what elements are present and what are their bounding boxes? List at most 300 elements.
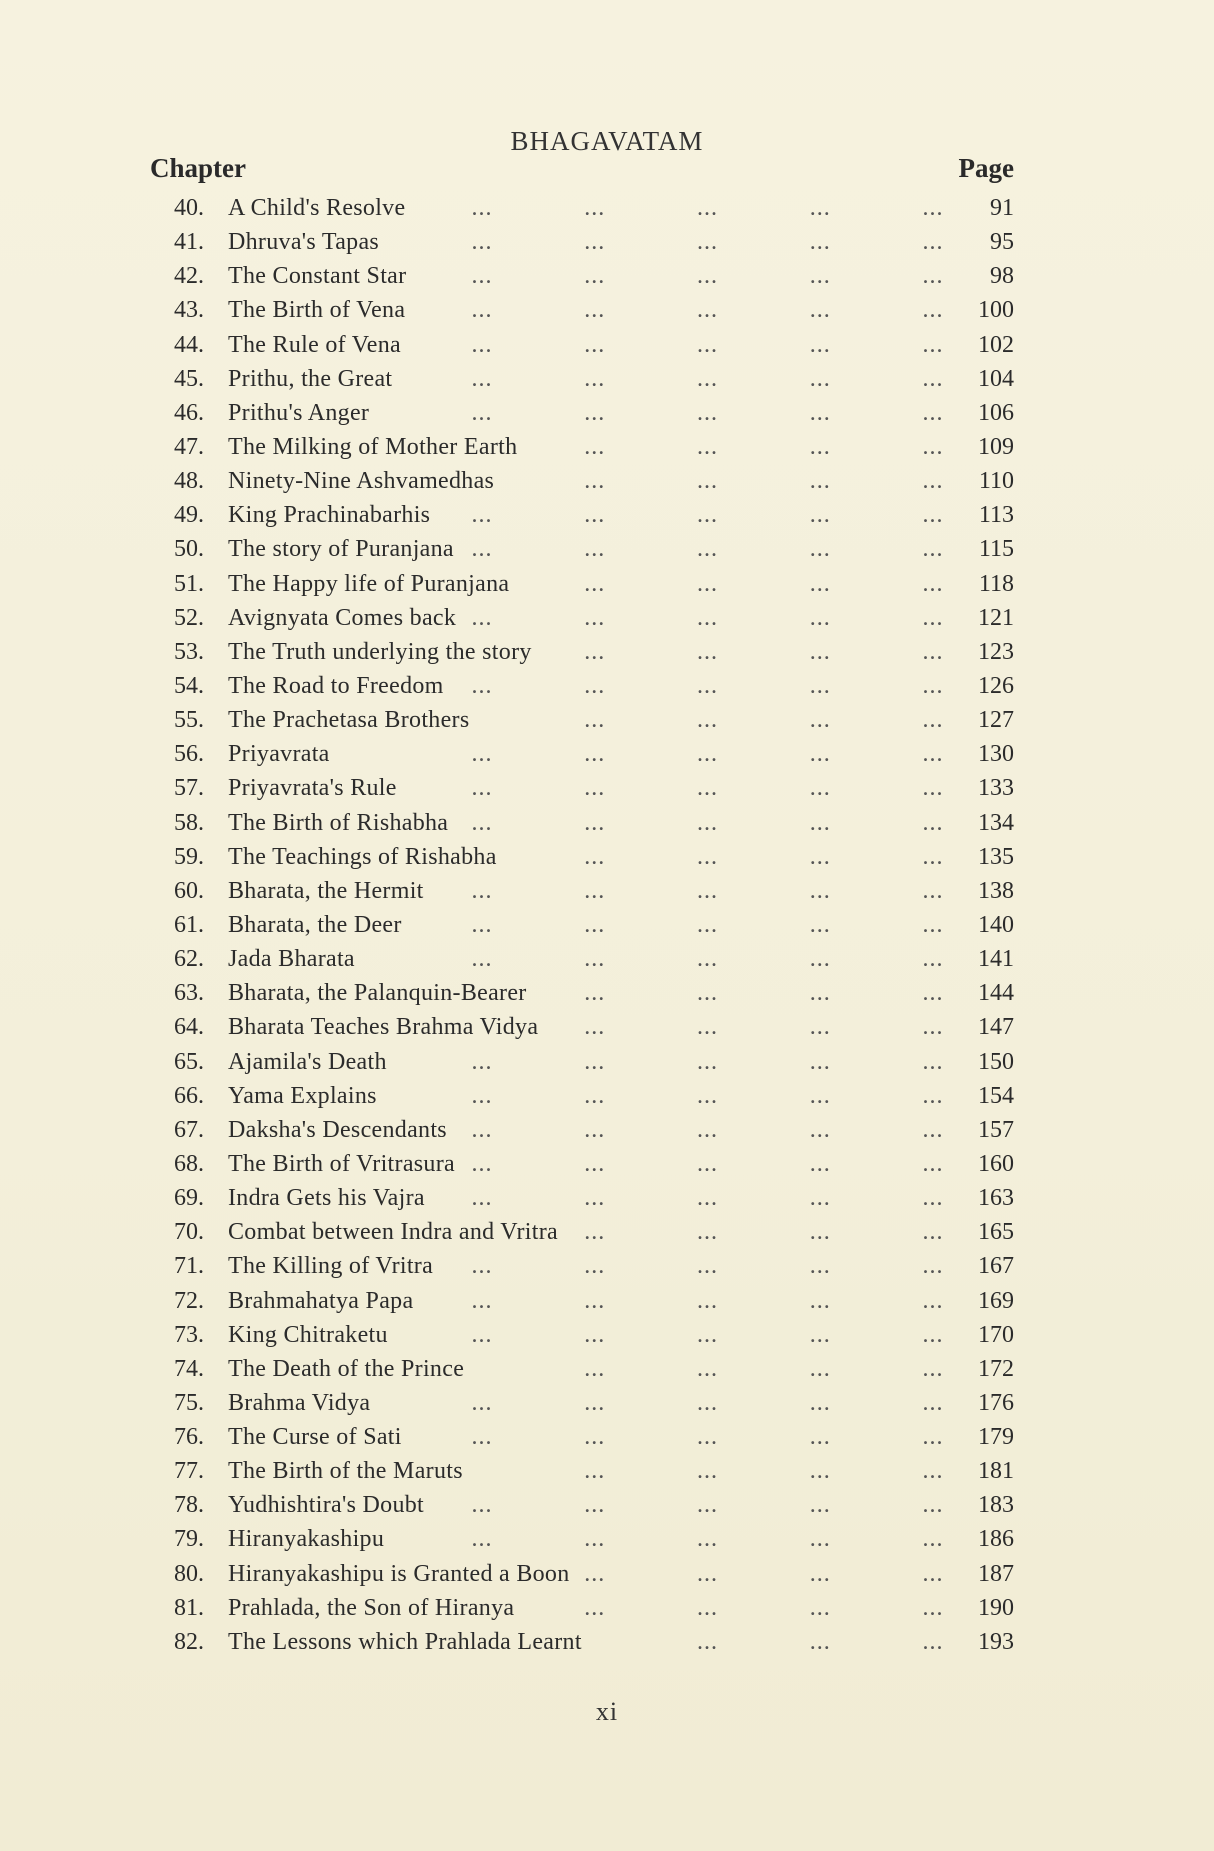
leader-dots: ... (697, 1560, 718, 1587)
leader-dots: ... (697, 1014, 718, 1041)
leader-dots: ... (922, 1321, 944, 1348)
leader-dots: ... (471, 1150, 493, 1177)
dot-leader (470, 1318, 945, 1352)
leader-dots: ... (584, 1150, 606, 1177)
leader-dots: ... (922, 1389, 944, 1416)
leader-dots: ... (922, 1594, 944, 1621)
dot-leader (470, 942, 945, 976)
leader-dots: ... (697, 1492, 718, 1519)
chapter-title: The Truth underlying the story (228, 638, 532, 665)
dot-leader (470, 567, 945, 601)
chapter-number: 65. (174, 1048, 204, 1075)
leader-dots: ... (697, 502, 718, 529)
leader-dots: ... (697, 1594, 718, 1621)
page-ref: 154 (978, 1082, 1014, 1109)
leader-dots: ... (922, 536, 944, 563)
leader-dots: ... (922, 297, 944, 324)
leader-dots: ... (809, 1150, 831, 1177)
chapter-number: 68. (174, 1150, 204, 1177)
leader-dots: ... (584, 1424, 606, 1451)
chapter-title: Indra Gets his Vajra (228, 1185, 425, 1212)
leader-dots: ... (697, 1424, 718, 1451)
page-ref: 104 (978, 365, 1014, 392)
leader-dots: ... (809, 1424, 831, 1451)
toc-entry (0, 532, 1214, 566)
leader-dots: ... (809, 1287, 831, 1314)
page-ref: 176 (978, 1389, 1014, 1416)
leader-dots: ... (584, 1492, 606, 1519)
leader-dots: ... (809, 536, 831, 563)
leader-dots: ... (584, 433, 606, 460)
leader-dots: ... (809, 604, 831, 631)
leader-dots: ... (584, 672, 606, 699)
leader-dots: ... (584, 365, 606, 392)
leader-dots: ... (697, 1355, 718, 1382)
chapter-title: Daksha's Descendants (228, 1116, 447, 1143)
chapter-number: 77. (174, 1458, 204, 1485)
dot-leader (470, 1352, 945, 1386)
page-ref: 110 (978, 468, 1014, 495)
leader-dots: ... (809, 672, 831, 699)
toc-entry (0, 1488, 1214, 1522)
leader-dots: ... (922, 1116, 944, 1143)
page-ref: 190 (978, 1594, 1014, 1621)
leader-dots: ... (697, 195, 718, 221)
leader-dots: ... (584, 1116, 606, 1143)
page-ref: 163 (978, 1185, 1014, 1212)
leader-dots: ... (471, 399, 493, 426)
chapter-title: Bharata, the Hermit (228, 877, 424, 904)
page-ref: 150 (978, 1048, 1014, 1075)
leader-dots: ... (471, 1253, 493, 1280)
toc-entry (0, 1420, 1214, 1454)
leader-dots: ... (584, 1082, 606, 1109)
chapter-number: 47. (174, 433, 204, 460)
dot-leader (470, 737, 945, 771)
leader-dots: ... (809, 911, 831, 938)
chapter-title: Yudhishtira's Doubt (228, 1492, 425, 1519)
chapter-title: The Birth of the Maruts (228, 1458, 463, 1485)
dot-leader (470, 703, 945, 737)
dot-leader (470, 191, 945, 225)
page-ref: 113 (978, 502, 1014, 529)
toc-entry (0, 771, 1214, 805)
dot-leader (470, 874, 945, 908)
chapter-title: Avignyata Comes back (228, 604, 457, 631)
chapter-number: 72. (174, 1287, 204, 1314)
page-ref: 160 (978, 1150, 1014, 1177)
chapter-title: Hiranyakashipu (228, 1526, 385, 1553)
leader-dots: ... (697, 1185, 718, 1212)
chapter-number: 49. (174, 502, 204, 529)
leader-dots: ... (697, 468, 718, 495)
dot-leader (470, 464, 945, 498)
toc-entry (0, 259, 1214, 293)
leader-dots: ... (809, 297, 831, 324)
leader-dots: ... (697, 1253, 718, 1280)
leader-dots: ... (584, 195, 606, 221)
leader-dots: ... (584, 741, 606, 768)
toc-entry (0, 1045, 1214, 1079)
chapter-number: 42. (174, 263, 204, 290)
leader-dots: ... (584, 638, 606, 665)
toc-entry (0, 806, 1214, 840)
page-ref: 144 (978, 980, 1014, 1007)
leader-dots: ... (697, 809, 718, 836)
leader-dots: ... (922, 775, 944, 802)
chapter-number: 81. (174, 1594, 204, 1621)
leader-dots: ... (922, 1082, 944, 1109)
leader-dots: ... (922, 1253, 944, 1280)
chapter-number: 50. (174, 536, 204, 563)
toc-entry (0, 396, 1214, 430)
toc-entry (0, 669, 1214, 703)
leader-dots: ... (922, 1048, 944, 1075)
dot-leader (470, 498, 945, 532)
dot-leader (470, 1557, 945, 1591)
leader-dots: ... (922, 468, 944, 495)
leader-dots: ... (471, 365, 493, 392)
chapter-title: The Prachetasa Brothers (228, 707, 470, 734)
leader-dots: ... (809, 1253, 831, 1280)
leader-dots: ... (809, 1628, 831, 1655)
leader-dots: ... (697, 707, 718, 734)
leader-dots: ... (584, 843, 606, 870)
chapter-title: The Curse of Sati (228, 1424, 402, 1451)
chapter-number: 75. (174, 1389, 204, 1416)
leader-dots: ... (697, 1526, 718, 1553)
chapter-title: The Killing of Vritra (228, 1253, 434, 1280)
leader-dots: ... (584, 1458, 606, 1485)
chapter-number: 63. (174, 980, 204, 1007)
dot-leader (470, 1386, 945, 1420)
chapter-number: 66. (174, 1082, 204, 1109)
chapter-title: Brahmahatya Papa (228, 1287, 414, 1314)
leader-dots: ... (697, 946, 718, 973)
chapter-number: 46. (174, 399, 204, 426)
leader-dots: ... (922, 1219, 944, 1246)
page-column-header: Page (958, 153, 1014, 183)
toc-entry (0, 1010, 1214, 1044)
toc-entry (0, 1318, 1214, 1352)
page-ref: 179 (978, 1424, 1014, 1451)
page-number: xi (595, 1697, 619, 1726)
chapter-number: 67. (174, 1116, 204, 1143)
toc-entry (0, 1591, 1214, 1625)
dot-leader (470, 225, 945, 259)
leader-dots: ... (471, 1492, 493, 1519)
dot-leader (470, 532, 945, 566)
chapter-number: 51. (174, 570, 204, 597)
leader-dots: ... (471, 672, 493, 699)
dot-leader (470, 1591, 945, 1625)
leader-dots: ... (584, 980, 606, 1007)
leader-dots: ... (697, 1287, 718, 1314)
leader-dots: ... (471, 195, 493, 221)
leader-dots: ... (584, 877, 606, 904)
dot-leader (470, 1249, 945, 1283)
leader-dots: ... (922, 1014, 944, 1041)
leader-dots: ... (809, 1082, 831, 1109)
leader-dots: ... (697, 1116, 718, 1143)
leader-dots: ... (922, 331, 944, 358)
chapter-title: King Chitraketu (228, 1321, 388, 1348)
toc-entry (0, 1386, 1214, 1420)
leader-dots: ... (697, 604, 718, 631)
running-head: BHAGAVATAM (510, 126, 704, 156)
page-ref: 121 (978, 604, 1014, 631)
leader-dots: ... (922, 1492, 944, 1519)
leader-dots: ... (697, 741, 718, 768)
leader-dots: ... (922, 502, 944, 529)
chapter-title: Brahma Vidya (228, 1389, 371, 1416)
chapter-number: 73. (174, 1321, 204, 1348)
toc-entry (0, 1079, 1214, 1113)
toc-entry (0, 840, 1214, 874)
chapter-title: Hiranyakashipu is Granted a Boon (228, 1560, 570, 1587)
chapter-title: King Prachinabarhis (228, 502, 431, 529)
chapter-number: 56. (174, 741, 204, 768)
leader-dots: ... (697, 331, 718, 358)
leader-dots: ... (471, 297, 493, 324)
leader-dots: ... (584, 468, 606, 495)
leader-dots: ... (809, 399, 831, 426)
leader-dots: ... (809, 877, 831, 904)
leader-dots: ... (809, 946, 831, 973)
dot-leader (470, 1420, 945, 1454)
leader-dots: ... (471, 331, 493, 358)
leader-dots: ... (584, 775, 606, 802)
page-ref: 109 (978, 433, 1014, 460)
leader-dots: ... (584, 1321, 606, 1348)
leader-dots: ... (697, 263, 718, 290)
leader-dots: ... (584, 1014, 606, 1041)
leader-dots: ... (809, 1560, 831, 1587)
chapter-number: 74. (174, 1355, 204, 1382)
page-ref: 138 (978, 877, 1014, 904)
leader-dots: ... (697, 775, 718, 802)
toc-entry (0, 1181, 1214, 1215)
leader-dots: ... (809, 1458, 831, 1485)
page-ref: 95 (990, 229, 1014, 256)
leader-dots: ... (922, 1424, 944, 1451)
chapter-title: The Teachings of Rishabha (228, 843, 497, 870)
leader-dots: ... (471, 604, 493, 631)
chapter-number: 80. (174, 1560, 204, 1587)
leader-dots: ... (809, 1048, 831, 1075)
leader-dots: ... (809, 570, 831, 597)
leader-dots: ... (697, 1628, 718, 1655)
leader-dots: ... (697, 1458, 718, 1485)
chapter-title: Combat between Indra and Vritra (228, 1219, 558, 1246)
chapter-title: The Rule of Vena (228, 331, 401, 358)
toc-entry (0, 567, 1214, 601)
leader-dots: ... (809, 1389, 831, 1416)
dot-leader (470, 669, 945, 703)
dot-leader (470, 293, 945, 327)
leader-dots: ... (584, 399, 606, 426)
leader-dots: ... (584, 604, 606, 631)
page-ref: 135 (978, 843, 1014, 870)
dot-leader (470, 1079, 945, 1113)
chapter-number: 78. (174, 1492, 204, 1519)
leader-dots: ... (471, 536, 493, 563)
chapter-title: Ajamila's Death (228, 1048, 387, 1075)
toc-entry (0, 362, 1214, 396)
leader-dots: ... (471, 1287, 493, 1314)
leader-dots: ... (922, 399, 944, 426)
chapter-title: Ninety-Nine Ashvamedhas (228, 468, 495, 495)
chapter-title: The Birth of Vritrasura (228, 1150, 455, 1177)
leader-dots: ... (922, 1150, 944, 1177)
chapter-number: 59. (174, 843, 204, 870)
toc-entry (0, 1522, 1214, 1556)
leader-dots: ... (697, 570, 718, 597)
leader-dots: ... (809, 263, 831, 290)
leader-dots: ... (697, 399, 718, 426)
leader-dots: ... (809, 1594, 831, 1621)
leader-dots: ... (809, 741, 831, 768)
leader-dots: ... (922, 741, 944, 768)
leader-dots: ... (471, 229, 493, 256)
page-ref: 91 (990, 195, 1014, 221)
page-ref: 181 (978, 1458, 1014, 1485)
leader-dots: ... (922, 1628, 944, 1655)
leader-dots: ... (922, 707, 944, 734)
dot-leader (470, 908, 945, 942)
leader-dots: ... (471, 877, 493, 904)
chapter-column-header: Chapter (150, 153, 246, 183)
leader-dots: ... (697, 365, 718, 392)
toc-entry (0, 1454, 1214, 1488)
leader-dots: ... (922, 843, 944, 870)
page-ref: 157 (978, 1116, 1014, 1143)
leader-dots: ... (697, 980, 718, 1007)
leader-dots: ... (584, 263, 606, 290)
leader-dots: ... (809, 1355, 831, 1382)
dot-leader (470, 430, 945, 464)
leader-dots: ... (809, 195, 831, 221)
dot-leader (470, 1284, 945, 1318)
leader-dots: ... (471, 263, 493, 290)
page-ref: 169 (978, 1287, 1014, 1314)
leader-dots: ... (584, 570, 606, 597)
leader-dots: ... (922, 877, 944, 904)
leader-dots: ... (584, 1253, 606, 1280)
page-ref: 186 (978, 1526, 1014, 1553)
chapter-number: 54. (174, 672, 204, 699)
chapter-number: 64. (174, 1014, 204, 1041)
leader-dots: ... (809, 775, 831, 802)
dot-leader (470, 1045, 945, 1079)
dot-leader (470, 601, 945, 635)
page-ref: 170 (978, 1321, 1014, 1348)
dot-leader (470, 1215, 945, 1249)
chapter-number: 55. (174, 707, 204, 734)
chapter-title: Prithu, the Great (228, 365, 393, 392)
leader-dots: ... (809, 707, 831, 734)
dot-leader (470, 362, 945, 396)
leader-dots: ... (584, 1389, 606, 1416)
leader-dots: ... (922, 433, 944, 460)
dot-leader (470, 1488, 945, 1522)
page-ref: 102 (978, 331, 1014, 358)
leader-dots: ... (697, 911, 718, 938)
chapter-title: The Birth of Vena (228, 297, 406, 324)
leader-dots: ... (922, 1287, 944, 1314)
chapter-number: 44. (174, 331, 204, 358)
dot-leader (470, 396, 945, 430)
leader-dots: ... (922, 638, 944, 665)
chapter-number: 70. (174, 1219, 204, 1246)
page-ref: 140 (978, 911, 1014, 938)
chapter-title: The Death of the Prince (228, 1355, 465, 1382)
page-ref: 130 (978, 741, 1014, 768)
chapter-title: Bharata, the Palanquin-Bearer (228, 980, 527, 1007)
dot-leader (470, 1010, 945, 1044)
leader-dots: ... (922, 1526, 944, 1553)
page-ref: 127 (978, 707, 1014, 734)
leader-dots: ... (584, 1185, 606, 1212)
leader-dots: ... (697, 638, 718, 665)
leader-dots: ... (809, 980, 831, 1007)
page-ref: 183 (978, 1492, 1014, 1519)
leader-dots: ... (471, 1526, 493, 1553)
dot-leader (470, 771, 945, 805)
page-ref: 115 (978, 536, 1014, 563)
leader-dots: ... (809, 1219, 831, 1246)
chapter-number: 82. (174, 1628, 204, 1655)
chapter-title: Priyavrata (228, 741, 330, 768)
leader-dots: ... (697, 297, 718, 324)
leader-dots: ... (922, 980, 944, 1007)
page-ref: 193 (978, 1628, 1014, 1655)
page-ref: 126 (978, 672, 1014, 699)
leader-dots: ... (697, 536, 718, 563)
leader-dots: ... (584, 1526, 606, 1553)
leader-dots: ... (584, 536, 606, 563)
leader-dots: ... (697, 1150, 718, 1177)
leader-dots: ... (809, 433, 831, 460)
chapter-number: 48. (174, 468, 204, 495)
leader-dots: ... (471, 1048, 493, 1075)
toc-entry (0, 942, 1214, 976)
chapter-title: The story of Puranjana (228, 536, 454, 563)
chapter-title: A Child's Resolve (228, 195, 406, 221)
chapter-title: Prahlada, the Son of Hiranya (228, 1594, 515, 1621)
chapter-title: Bharata Teaches Brahma Vidya (228, 1014, 539, 1041)
toc-entry (0, 1352, 1214, 1386)
chapter-title: The Lessons which Prahlada Learnt (228, 1628, 582, 1655)
toc-entry (0, 976, 1214, 1010)
dot-leader (470, 259, 945, 293)
chapter-title: Prithu's Anger (228, 399, 370, 426)
dot-leader (470, 840, 945, 874)
dot-leader (470, 976, 945, 1010)
leader-dots: ... (922, 263, 944, 290)
chapter-number: 45. (174, 365, 204, 392)
page-ref: 147 (978, 1014, 1014, 1041)
toc-entry (0, 498, 1214, 532)
table-of-contents (0, 191, 1214, 1659)
leader-dots: ... (584, 1594, 606, 1621)
leader-dots: ... (809, 1014, 831, 1041)
leader-dots: ... (809, 1116, 831, 1143)
toc-entry (0, 874, 1214, 908)
toc-entry (0, 293, 1214, 327)
leader-dots: ... (809, 229, 831, 256)
chapter-number: 61. (174, 911, 204, 938)
